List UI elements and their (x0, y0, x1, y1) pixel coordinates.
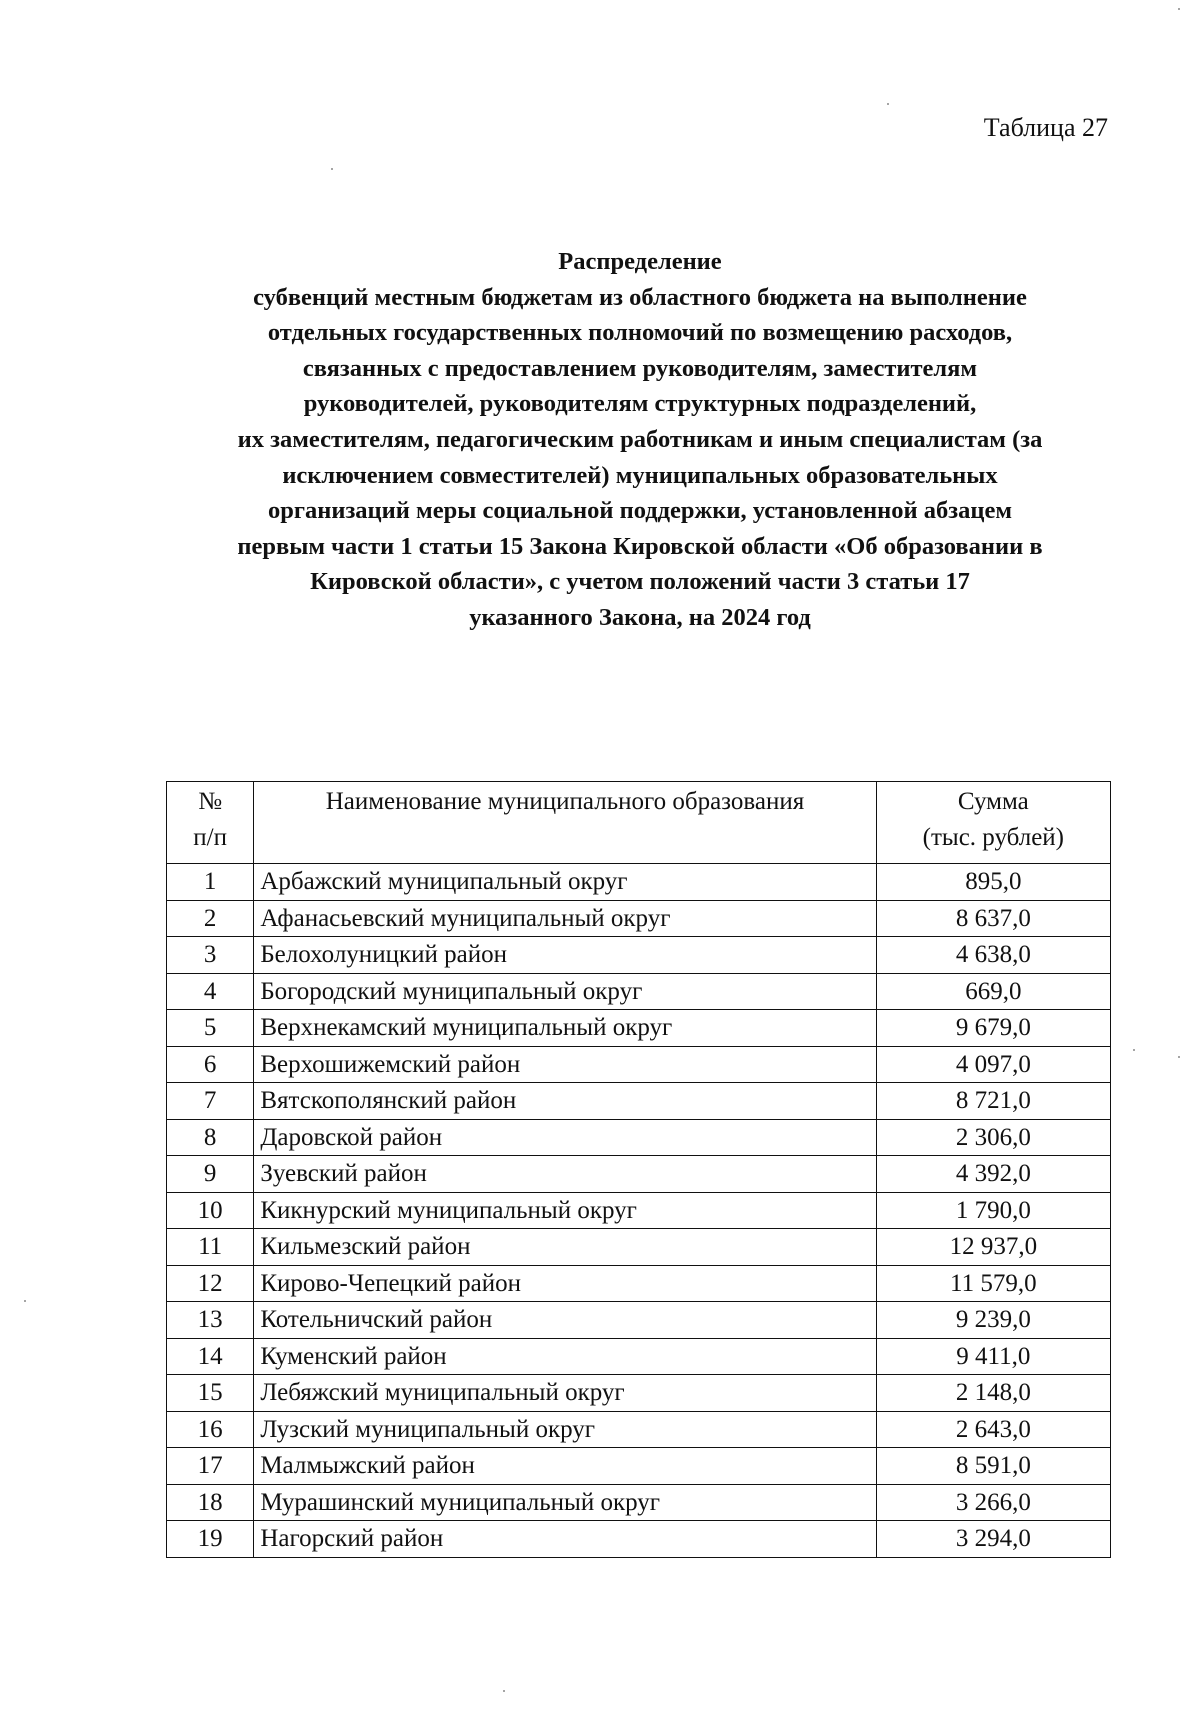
row-number: 6 (167, 1046, 254, 1083)
row-municipality-name: Лузский муниципальный округ (254, 1411, 876, 1448)
row-municipality-name: Арбажский муниципальный округ (254, 864, 876, 901)
table-row (167, 1192, 1111, 1229)
row-amount: 4 638,0 (876, 937, 1110, 974)
row-amount: 8 637,0 (876, 900, 1110, 937)
table-row (167, 937, 1111, 974)
row-amount: 4 097,0 (876, 1046, 1110, 1083)
row-amount: 3 294,0 (876, 1521, 1110, 1558)
row-municipality-name: Богородский муниципальный округ (254, 973, 876, 1010)
table-row (167, 1375, 1111, 1412)
row-municipality-name: Вятскополянский район (254, 1083, 876, 1120)
table-row (167, 1229, 1111, 1266)
row-amount: 4 392,0 (876, 1156, 1110, 1193)
scan-speck (503, 1690, 505, 1692)
table-number: Таблица 27 (983, 113, 1108, 142)
row-number: 16 (167, 1411, 254, 1448)
row-municipality-name: Афанасьевский муниципальный округ (254, 900, 876, 937)
allocation-table (166, 781, 1111, 1558)
header-sum-title: Сумма (957, 788, 1029, 815)
row-number: 5 (167, 1010, 254, 1047)
table-row (167, 1448, 1111, 1485)
header-number-symbol: № (198, 788, 223, 815)
table-row (167, 1302, 1111, 1339)
header-number (167, 782, 254, 864)
row-municipality-name: Лебяжский муниципальный округ (254, 1375, 876, 1412)
row-municipality-name: Кикнурский муниципальный округ (254, 1192, 876, 1229)
row-number: 4 (167, 973, 254, 1010)
row-number: 1 (167, 864, 254, 901)
row-amount: 1 790,0 (876, 1192, 1110, 1229)
row-number: 14 (167, 1338, 254, 1375)
row-number: 8 (167, 1119, 254, 1156)
row-number: 11 (167, 1229, 254, 1266)
heading-line: их заместителям, педагогическим работникам и иным специалистам (за (237, 425, 1043, 453)
table-row (167, 1411, 1111, 1448)
heading-line: указанного Закона, на 2024 год (469, 603, 811, 631)
heading-line: отдельных государственных полномочий по возмещению расходов, (267, 319, 1013, 347)
heading-line: руководителей, руководителям структурных подразделений, (303, 390, 977, 418)
row-number: 12 (167, 1265, 254, 1302)
row-amount: 8 721,0 (876, 1083, 1110, 1120)
row-number: 17 (167, 1448, 254, 1485)
scan-speck (1178, 8, 1180, 10)
table-header-row (167, 782, 1111, 864)
row-municipality-name: Белохолуницкий район (254, 937, 876, 974)
row-number: 7 (167, 1083, 254, 1120)
scan-speck (331, 168, 333, 170)
row-number: 18 (167, 1484, 254, 1521)
heading-line: Распределение (558, 248, 722, 275)
row-municipality-name: Котельничский район (254, 1302, 876, 1339)
row-amount: 3 266,0 (876, 1484, 1110, 1521)
row-number: 10 (167, 1192, 254, 1229)
row-municipality-name: Зуевский район (254, 1156, 876, 1193)
header-name-text: Наименование муниципального образования (325, 788, 805, 815)
table-row (167, 1046, 1111, 1083)
table-row (167, 1156, 1111, 1193)
row-municipality-name: Верхошижемский район (254, 1046, 876, 1083)
table-row (167, 1484, 1111, 1521)
row-municipality-name: Верхнекамский муниципальный округ (254, 1010, 876, 1047)
table-row (167, 973, 1111, 1010)
header-number-abbr: п/п (193, 824, 228, 851)
row-amount: 2 148,0 (876, 1375, 1110, 1412)
row-amount: 2 643,0 (876, 1411, 1110, 1448)
row-amount: 8 591,0 (876, 1448, 1110, 1485)
heading-line: связанных с предоставлением руководителям, заместителям (302, 354, 978, 382)
heading-line: первым части 1 статьи 15 Закона Кировской области «Об образовании в (237, 532, 1043, 560)
heading-line: Кировской области», с учетом положений части 3 статьи 17 (310, 568, 970, 596)
heading-line: исключением совместителей) муниципальных образовательных (282, 461, 998, 489)
row-municipality-name: Кирово-Чепецкий район (254, 1265, 876, 1302)
header-name (254, 782, 876, 864)
row-amount: 9 411,0 (876, 1338, 1110, 1375)
row-amount: 11 579,0 (876, 1265, 1110, 1302)
row-amount: 2 306,0 (876, 1119, 1110, 1156)
heading-line: субвенций местным бюджетам из областного бюджета на выполнение (253, 283, 1027, 311)
header-sum-unit: (тыс. рублей) (922, 824, 1064, 851)
row-municipality-name: Мурашинский муниципальный округ (254, 1484, 876, 1521)
header-sum (876, 782, 1110, 864)
row-number: 2 (167, 900, 254, 937)
document-heading (150, 244, 1130, 636)
table-row (167, 1265, 1111, 1302)
scan-speck (24, 1300, 26, 1302)
table-row (167, 864, 1111, 901)
row-municipality-name: Нагорский район (254, 1521, 876, 1558)
row-amount: 9 239,0 (876, 1302, 1110, 1339)
heading-line: организаций меры социальной поддержки, установленной абзацем (267, 497, 1013, 525)
row-amount: 669,0 (876, 973, 1110, 1010)
scan-speck (887, 103, 889, 105)
row-municipality-name: Куменский район (254, 1338, 876, 1375)
row-number: 3 (167, 937, 254, 974)
table-row (167, 1083, 1111, 1120)
row-municipality-name: Кильмезский район (254, 1229, 876, 1266)
row-municipality-name: Даровской район (254, 1119, 876, 1156)
table-row (167, 900, 1111, 937)
table-row (167, 1010, 1111, 1047)
scan-speck (1133, 1049, 1135, 1051)
row-number: 15 (167, 1375, 254, 1412)
table-row (167, 1119, 1111, 1156)
row-amount: 12 937,0 (876, 1229, 1110, 1266)
table-row (167, 1521, 1111, 1558)
table-row (167, 1338, 1111, 1375)
row-number: 13 (167, 1302, 254, 1339)
row-municipality-name: Малмыжский район (254, 1448, 876, 1485)
row-amount: 895,0 (876, 864, 1110, 901)
row-number: 19 (167, 1521, 254, 1558)
row-number: 9 (167, 1156, 254, 1193)
row-amount: 9 679,0 (876, 1010, 1110, 1047)
scan-speck (1178, 1056, 1180, 1058)
